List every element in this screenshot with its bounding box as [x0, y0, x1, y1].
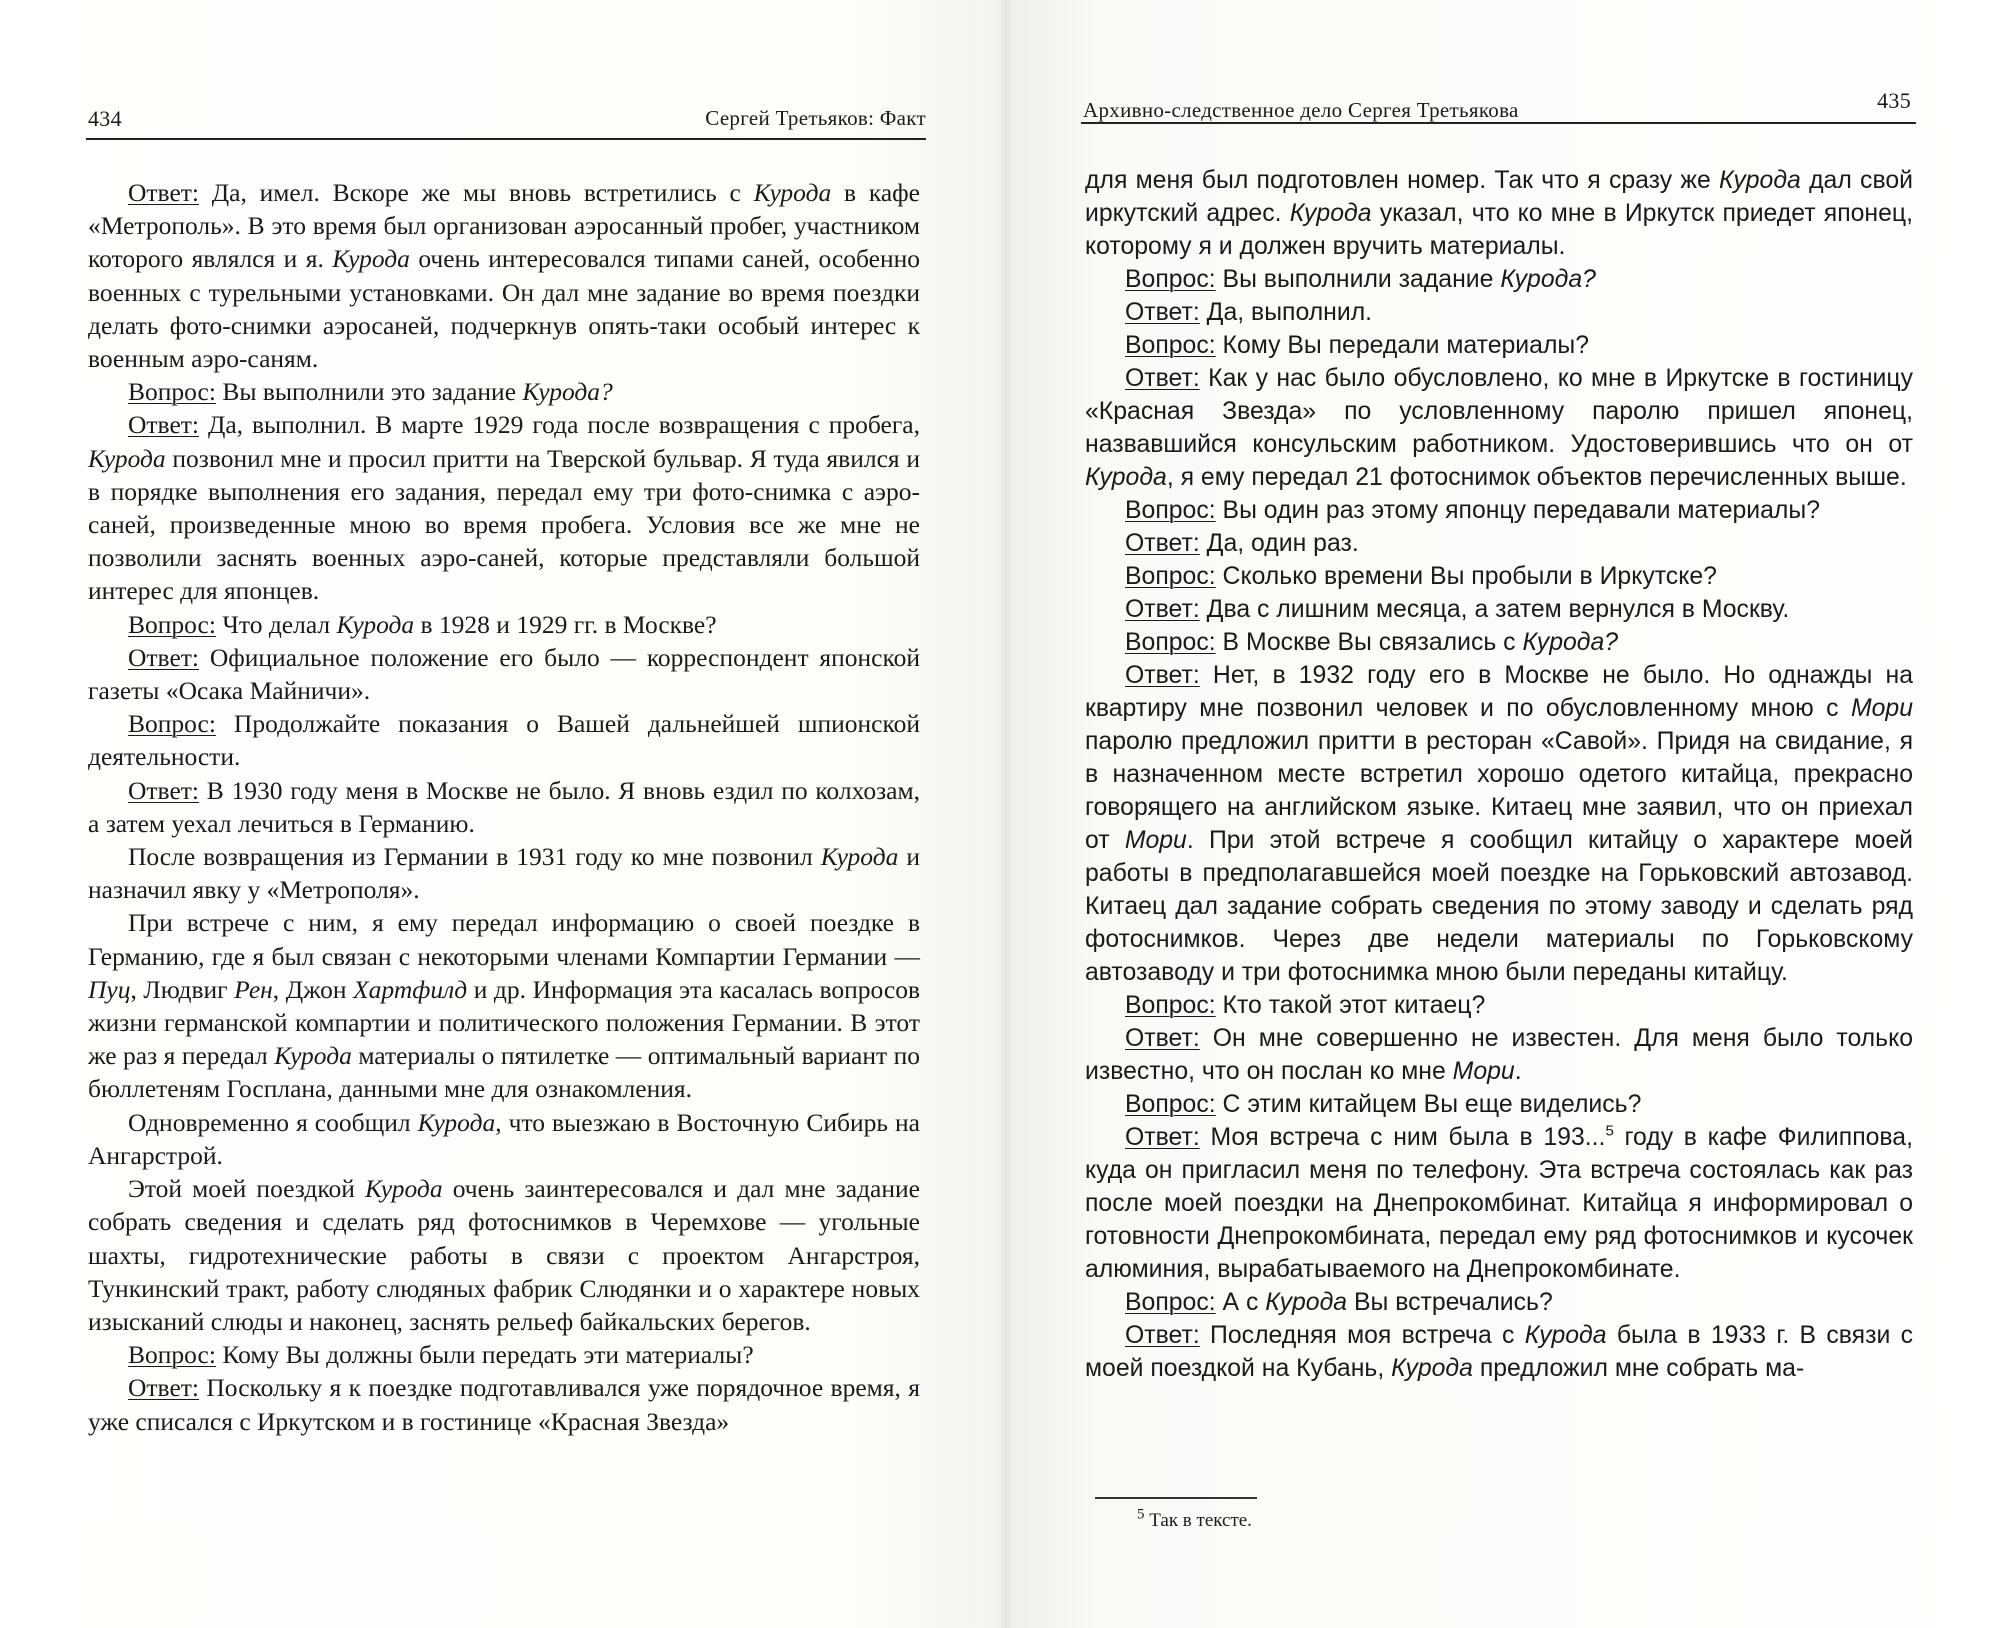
- header-rule: [86, 138, 926, 140]
- speaker-label: Вопрос:: [128, 1340, 216, 1370]
- text-run: Да, один раз.: [1199, 530, 1359, 557]
- text-run: для меня был подготовлен номер. Так что я сразу же: [1085, 167, 1720, 194]
- header-rule: [1081, 122, 1916, 124]
- speaker-label: Ответ:: [1125, 662, 1200, 689]
- person-name: Курода: [820, 842, 899, 872]
- text-run: Вы выполнили это задание: [215, 377, 523, 407]
- text-run: При встрече с ним, я ему передал информацию о своей поездке в Германию, где я был связан с некоторыми членами Компартии Германии —: [88, 908, 920, 971]
- running-head-title: Сергей Третьяков: Факт: [705, 106, 926, 130]
- person-name: Мори: [1452, 1058, 1515, 1085]
- speaker-label: Вопрос:: [128, 609, 216, 639]
- footnote-marker: 5: [1137, 1506, 1145, 1523]
- text-run: Вы выполнили задание: [1215, 266, 1501, 293]
- text-run: Официальное положение его было — корреспондент японской газеты «Осака Майничи».: [88, 642, 920, 706]
- speaker-label: Ответ:: [1125, 1322, 1200, 1349]
- text-run: После возвращения из Германии в 1931 году ко мне позвонил: [128, 842, 821, 872]
- text-run: Нет, в 1932 году его в Москве не было. Но однажды на квартиру мне позвонил человек и по обусловленному мною с: [1085, 662, 1913, 722]
- paragraph: [88, 774, 920, 840]
- text-run: Продолжайте показания о Вашей дальнейшей шпионской деятельности.: [88, 709, 920, 772]
- speaker-label: Ответ:: [1125, 596, 1200, 623]
- book-gutter: [998, 0, 1012, 1628]
- speaker-label: Вопрос:: [1125, 992, 1216, 1019]
- text-run: , что выезжаю в Восточную Сибирь на Ангарстрой.: [88, 1107, 920, 1170]
- text-run: позвонил мне и просил притти на Тверской бульвар. Я туда явился и в порядке выполнения его задания, передал ему три фото-снимка с аэро-саней, произведенные мною во время пробега. Условия все же мне не позволили заснять военных аэро-саней, которые представляли большой интерес для японцев.: [88, 443, 920, 606]
- speaker-label: Вопрос:: [1125, 332, 1216, 359]
- text-run: . При этой встрече я сообщил китайцу о характере моей работы в предполагавшейся моей поездке на Горьковский автозавод. Китаец дал задание собрать сведения по этому заводу и сделать ряд фотоснимков. Через две недели материалы по Горьковскому автозаводу и три фотоснимка мною были переданы китайцу.: [1085, 827, 1913, 986]
- text-run: Что делал: [215, 609, 337, 639]
- text-run: Он мне совершенно не известен. Для меня было только известно, что он послан ко мне: [1085, 1025, 1913, 1085]
- text-run: Моя встреча с ним была в 193...: [1199, 1124, 1606, 1151]
- text-run: А с: [1215, 1289, 1266, 1316]
- paragraph: [1085, 560, 1913, 593]
- speaker-label: Вопрос:: [1125, 266, 1216, 293]
- person-name: Курода: [753, 178, 832, 207]
- speaker-label: Вопрос:: [1125, 497, 1216, 524]
- text-run: и назначил явку у «Метрополя».: [88, 842, 920, 905]
- person-name: Курода: [332, 244, 410, 274]
- paragraph: [88, 608, 920, 641]
- text-run: паролю предложил притти в ресторан «Савой». Придя на свидание, я в назначенном месте встретил хорошо одетого китайца, прекрасно говорящего на английском языке. Китаец мне заявил, что он приехал от: [1085, 728, 1913, 854]
- paragraph: [88, 641, 920, 707]
- text-run: Как у нас было обусловлено, ко мне в Иркутске в гостиницу «Красная Звезда» по условленному паролю пришел японец, назвавшийся консульским работником. Удостоверившись что он от: [1085, 365, 1913, 458]
- paragraph: [88, 707, 920, 773]
- text-run: , Людвиг: [130, 974, 235, 1004]
- paragraph: [1085, 296, 1913, 329]
- text-run: , я ему передал 21 фотоснимок объектов перечисленных выше.: [1166, 464, 1907, 491]
- text-run: была в 1933 г. В связи с моей поездкой на Кубань,: [1085, 1322, 1913, 1382]
- paragraph: [88, 375, 920, 408]
- text-run: дал свой иркутский адрес.: [1085, 167, 1913, 227]
- footnote: [1137, 1506, 1252, 1532]
- speaker-label: Ответ:: [128, 410, 199, 440]
- paragraph: [1085, 164, 1913, 263]
- speaker-label: Вопрос:: [1125, 563, 1216, 590]
- speaker-label: Ответ:: [1125, 530, 1200, 557]
- text-run: Кому Вы передали материалы?: [1215, 332, 1590, 359]
- person-name: Курода?: [1522, 629, 1619, 656]
- text-run: Два с лишним месяца, а затем вернулся в Москву.: [1199, 596, 1790, 623]
- person-name: Курода: [417, 1107, 496, 1137]
- page-number: 435: [1877, 88, 1911, 113]
- paragraph: [1085, 989, 1913, 1022]
- text-run: Сколько времени Вы пробыли в Иркутске?: [1215, 563, 1717, 590]
- footnote-text: Так в тексте.: [1144, 1510, 1252, 1531]
- person-name: Курода: [1085, 464, 1167, 491]
- person-name: Курода: [1719, 167, 1801, 194]
- paragraph: [1085, 593, 1913, 626]
- text-run: .: [1514, 1058, 1522, 1085]
- text-run: Этой моей поездкой: [128, 1174, 365, 1204]
- paragraph: [1085, 263, 1913, 296]
- person-name: Курода?: [1500, 266, 1596, 293]
- speaker-label: Вопрос:: [1125, 629, 1216, 656]
- speaker-label: Ответ:: [1125, 299, 1200, 326]
- text-run: Кому Вы должны были передать эти материалы?: [215, 1340, 754, 1370]
- text-run: Кто такой этот китаец?: [1215, 992, 1486, 1019]
- person-name: Курода: [364, 1174, 443, 1204]
- paragraph: [1085, 659, 1913, 989]
- paragraph: [88, 408, 920, 607]
- person-name: Рен: [234, 974, 273, 1004]
- text-run: Последняя моя встреча с: [1199, 1322, 1525, 1349]
- speaker-label: Ответ:: [128, 178, 199, 207]
- text-run: В Москве Вы связались с: [1215, 629, 1523, 656]
- speaker-label: Вопрос:: [128, 377, 216, 407]
- text-run: Вы один раз этому японцу передавали материалы?: [1215, 497, 1821, 524]
- person-name: Мори: [1124, 827, 1187, 854]
- speaker-label: Вопрос:: [1125, 1091, 1216, 1118]
- person-name: Хартфилд: [353, 974, 468, 1004]
- page-body: [88, 176, 920, 1438]
- paragraph: [1085, 1319, 1913, 1385]
- person-name: Курода: [1524, 1322, 1607, 1349]
- text-run: Поскольку я к поездке подготавливался уже порядочное время, я уже списался с Иркутском и в гостинице «Красная Звезда»: [88, 1373, 920, 1436]
- paragraph: [1085, 527, 1913, 560]
- footnote-rule: [1095, 1497, 1257, 1499]
- right-page: [1005, 0, 2000, 1628]
- person-name: Курода: [336, 609, 415, 639]
- person-name: Курода: [1265, 1289, 1348, 1316]
- paragraph: [88, 1338, 920, 1371]
- text-run: , Джон: [272, 974, 354, 1004]
- text-run: и др. Информация эта касалась вопросов жизни германской компартии и политического положения Германии. В этот же раз я передал: [88, 974, 920, 1071]
- speaker-label: Вопрос:: [1125, 1289, 1216, 1316]
- speaker-label: Ответ:: [1125, 1025, 1200, 1052]
- text-run: Вы встречались?: [1347, 1289, 1553, 1316]
- person-name: Курода: [1391, 1355, 1473, 1382]
- person-name: Пуц: [88, 974, 131, 1004]
- person-name: Курода: [1289, 200, 1372, 227]
- text-run: указал, что ко мне в Иркутск приедет японец, которому я и должен вручить материалы.: [1085, 200, 1913, 260]
- speaker-label: Вопрос:: [128, 709, 216, 739]
- text-run: Да, имел. Вскоре же мы вновь встретились с: [199, 178, 754, 207]
- paragraph: [88, 1172, 920, 1338]
- paragraph: [1085, 362, 1913, 494]
- paragraph: [1085, 1022, 1913, 1088]
- speaker-label: Ответ:: [128, 1373, 199, 1403]
- paragraph: [1085, 626, 1913, 659]
- person-name: Курода: [88, 443, 166, 473]
- paragraph: [1085, 1286, 1913, 1319]
- text-run: в кафе «Метрополь». В это время был организован аэросанный пробег, участником которого являлся и я.: [88, 178, 920, 274]
- person-name: Мори: [1850, 695, 1913, 722]
- paragraph: [1085, 329, 1913, 362]
- speaker-label: Ответ:: [1125, 365, 1200, 392]
- text-run: Да, выполнил.: [1199, 299, 1373, 326]
- person-name: Курода?: [522, 377, 613, 407]
- text-run: очень интересовался типами саней, особенно военных с турельными установками. Он дал мне задание во время поездки делать фото-снимки аэросаней, подчеркнув опять-таки особый интерес к военным аэро-саням.: [88, 244, 920, 374]
- speaker-label: Ответ:: [128, 642, 199, 672]
- person-name: Курода: [274, 1041, 352, 1071]
- speaker-label: Ответ:: [1125, 1124, 1200, 1151]
- text-run: Одновременно я сообщил: [128, 1107, 418, 1137]
- paragraph: [1085, 1121, 1913, 1286]
- paragraph: [1085, 1088, 1913, 1121]
- text-run: Да, выполнил. В марте 1929 года после возвращения с пробега,: [199, 410, 920, 440]
- text-run: очень заинтересовался и дал мне задание собрать сведения и сделать ряд фотоснимков в Черемхове — угольные шахты, гидротехнические работы в связи с проектом Ангарстроя, Тункинский тракт, работу слюдяных фабрик Слюдянки и о характере новых изысканий слюды и наконец, заснять рельеф байкальских берегов.: [88, 1174, 920, 1336]
- page-number: 434: [88, 106, 122, 131]
- text-run: материалы о пятилетке — оптимальный вариант по бюллетеням Госплана, данными мне для ознакомления.: [88, 1041, 920, 1104]
- paragraph: [88, 840, 920, 906]
- paragraph: [88, 176, 920, 375]
- text-run: В 1930 году меня в Москве не было. Я вновь ездил по колхозам, а затем уехал лечиться в Германию.: [88, 775, 920, 838]
- paragraph: [88, 1371, 920, 1437]
- text-run: предложил мне собрать ма-: [1472, 1355, 1805, 1382]
- paragraph: [88, 1106, 920, 1172]
- paragraph: [1085, 494, 1913, 527]
- running-head-title: Архивно-следственное дело Сергея Третьякова: [1083, 98, 1519, 122]
- text-run: С этим китайцем Вы еще виделись?: [1215, 1091, 1642, 1118]
- footnote-ref: 5: [1605, 1122, 1614, 1140]
- text-run: в 1928 и 1929 гг. в Москве?: [414, 609, 717, 639]
- paragraph: [88, 906, 920, 1105]
- speaker-label: Ответ:: [128, 775, 199, 805]
- page-body: [1085, 164, 1913, 1385]
- text-run: году в кафе Филиппова, куда он пригласил меня по телефону. Эта встреча состоялась как раз после моей поездки на Днепрокомбинат. Китайца я информировал о готовности Днепрокомбината, передал ему ряд фотоснимков и кусочек алюминия, вырабатываемого на Днепрокомбинате.: [1085, 1124, 1913, 1283]
